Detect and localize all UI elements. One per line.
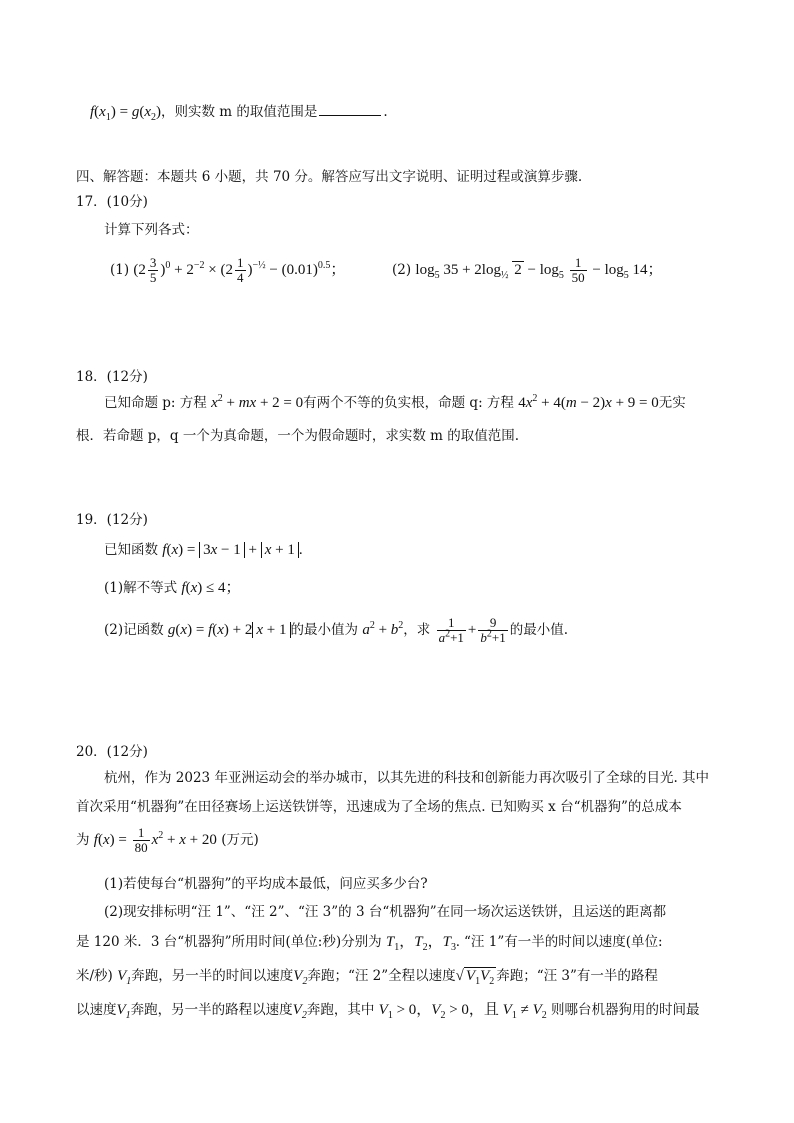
question-19-definition bbox=[104, 538, 303, 559]
q19-s2-text: (2)记函数 bbox=[104, 621, 164, 638]
q20-l7a-text: 米/秒) bbox=[76, 968, 113, 984]
q20-l6a-text: 是 120 米．3 台“机器狗”所用时间(单位:秒)分别为 bbox=[76, 934, 382, 950]
equation-f-equals-g: $f(x_1) = g(x_2)$ bbox=[90, 104, 161, 123]
q20-l8a-text: 以速度 bbox=[76, 1002, 117, 1018]
question-20-header: 20．(12分) bbox=[76, 744, 148, 760]
q20-unit: (万元) bbox=[221, 831, 259, 848]
q20-l8c-text: 奔跑，其中 bbox=[306, 1002, 375, 1018]
q18-text-a: 已知命题 p: 方程 bbox=[104, 395, 207, 411]
equation-p: $x^2$ + mx + 2 = 0 bbox=[211, 393, 304, 411]
q19-s2d-text: 的最小值. bbox=[509, 621, 569, 638]
function-g: g(x) = f(x) + 2 x + 1 bbox=[168, 622, 291, 638]
q20-l7d-text: 奔跑；“汪 3”有一半的路程 bbox=[496, 968, 658, 984]
equation-q: $4x^2 + 4(m - 2)x + 9 = 0$ bbox=[518, 393, 659, 411]
section-title: 四、解答题：本题共 6 小题，共 70 分。解答应写出文字说明、证明过程或演算步骤. bbox=[76, 169, 583, 185]
question-18-header: 18．(12分) bbox=[76, 369, 148, 385]
cost-function: f(x) = $\frac{1}{80}$ $x^2 + x + 20$ bbox=[93, 825, 217, 855]
question-20-line-8 bbox=[76, 998, 700, 1019]
q20-l7c-text: 奔跑；“汪 2”全程以速度 bbox=[307, 968, 456, 984]
question-19-sub-1 bbox=[104, 576, 241, 597]
speed-v1: $V_1$ bbox=[117, 968, 132, 987]
function-f: f(x) = 3x − 1 + x + 1 . bbox=[162, 542, 303, 558]
question-17-part-2 bbox=[392, 256, 663, 285]
q19-def-text: 已知函数 bbox=[104, 542, 158, 558]
speed-sqrt: √ $V_1V_2$ bbox=[455, 968, 495, 987]
q18-text-c: 无实 bbox=[658, 395, 686, 411]
question-18-line-1 bbox=[104, 391, 686, 412]
fill-blank-line: $f(x_1) = g(x_2)$，则实数 m 的取值范围是 . bbox=[90, 104, 388, 123]
q18-text-b: 有两个不等的负实根，命题 q: 方程 bbox=[303, 395, 514, 411]
q19-s2c-text: ，求 bbox=[403, 621, 431, 638]
expression-1: (2 $\frac{3}{5}$ )$^0 + 2^{-2} \times (2$ $\frac{1}{4}$ )$^{-\frac{1}{2}} - (0.01)^{0.5}$； bbox=[133, 255, 346, 285]
q20-l6b-text: “汪 1”有一半的时间以速度(单位: bbox=[464, 934, 663, 950]
speed-v2: $V_2$ bbox=[293, 968, 308, 987]
part-1-label: (1) bbox=[110, 261, 130, 278]
q20-l8d-text: 则哪台机器狗用的时间最 bbox=[551, 1002, 700, 1018]
times-t: $T_1$，$T_2$，$T_3$. bbox=[385, 934, 460, 953]
question-20-line-1: 杭州，作为 2023 年亚洲运动会的举办城市，以其先进的科技和创新能力再次吸引了全球的目光. 其中 bbox=[104, 770, 710, 786]
q20-l7b-text: 奔跑，另一半的时间以速度 bbox=[131, 968, 294, 984]
expression-2: $\log_5 35 + 2\log_{\frac{1}{2}}$ $2 - \log_5$ $\frac{1}{50}$ − $\log_5 14$； bbox=[415, 255, 663, 285]
conditions: $V_1 > 0$，$V_2 > 0$，且 $V_1 \ne V_2$ bbox=[378, 1002, 547, 1021]
min-value: $a^2 + b^2$ bbox=[362, 619, 404, 638]
part-2-label: (2) bbox=[392, 261, 412, 278]
speed-v1-b: $V_1$ bbox=[116, 1002, 131, 1021]
fill-blank-text: ，则实数 m 的取值范围是 bbox=[160, 104, 318, 120]
question-17-part-1 bbox=[110, 256, 345, 285]
question-20-line-3 bbox=[76, 826, 259, 855]
q20-l8b-text: 奔跑，另一半的路程以速度 bbox=[130, 1002, 293, 1018]
q20-l3a-text: 为 bbox=[76, 831, 90, 848]
question-20-line-7 bbox=[76, 964, 658, 985]
question-20-line-2: 首次采用“机器狗”在田径赛场上运送铁饼等，迅速成为了全场的焦点. 已知购买 x 台“机器狗”的总成本 bbox=[76, 799, 682, 815]
question-19-header: 19．(12分) bbox=[76, 512, 148, 528]
question-19-sub-2 bbox=[104, 616, 568, 645]
question-20-line-5: (2)现安排标明“汪 1”、“汪 2”、“汪 3”的 3 台“机器狗”在同一场次运送铁饼，且运送的距离都 bbox=[104, 904, 667, 920]
target-expression: $\frac{1}{a^2+1}$ + $\frac{9}{b^2+1}$ bbox=[438, 615, 506, 645]
q19-s2b-text: 的最小值为 bbox=[290, 621, 359, 638]
answer-blank bbox=[319, 114, 381, 116]
speed-v2-b: $V_2$ bbox=[292, 1002, 307, 1021]
q19-s1-text: (1)解不等式 bbox=[104, 580, 178, 596]
question-20-line-6 bbox=[76, 930, 663, 951]
question-20-line-4: (1)若使每台“机器狗”的平均成本最低，问应买多少台? bbox=[104, 876, 428, 892]
question-17-intro: 计算下列各式： bbox=[104, 222, 199, 238]
question-17-header: 17．(10分) bbox=[76, 194, 148, 210]
question-18-line-2: 根．若命题 p，q 一个为真命题，一个为假命题时，求实数 m 的取值范围. bbox=[76, 428, 520, 444]
inequality: f(x) ≤ 4； bbox=[181, 580, 241, 596]
